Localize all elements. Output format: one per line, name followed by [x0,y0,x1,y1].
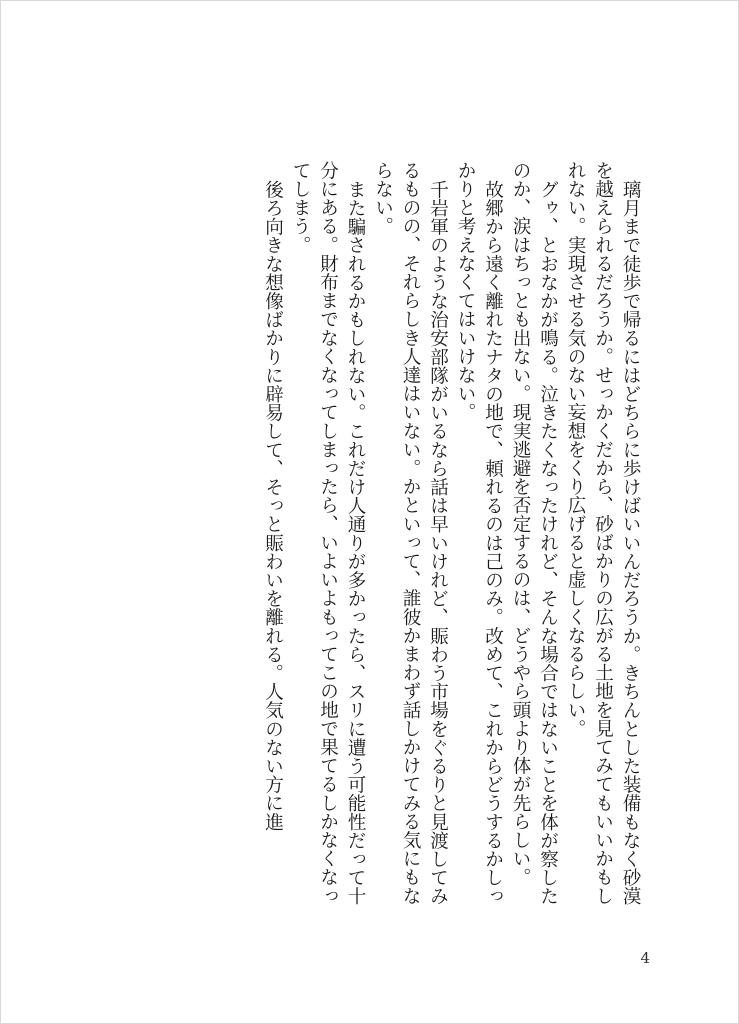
paragraph: また騙されるかもしれない。これだけ人通りが多かったら、スリに遭う可能性だって十分にある。財布までなくなってしまったら、いよいよもってこの地で果てるしかなくなってしまう。 [290,161,366,905]
paragraph: 千岩軍のような治安部隊がいるなら話は早いけれど、賑わう市場をぐるりと見渡してみるものの、それらしき人達はいない。かといって、誰彼かまわず話しかけてみる気にもならない。 [372,161,449,905]
paragraph: 故郷から遠く離れたナタの地で、頼れるのは己のみ。改めて、これからどうするかしっかりと考えなくてはいけない。 [455,161,504,905]
vertical-text-body [259,161,644,911]
paragraph: グゥ、とおなかが鳴る。泣きたくなったけれど、そんな場合ではないことを体が察したのか、涙はちっとも出ない。現実逃避を否定するのは、どうやら頭より体が先らしい。 [510,161,559,905]
page-number: 4 [640,949,650,967]
paragraph: 後ろ向きな想像ばかりに辟易して、そっと賑わいを離れる。人気のない方に進 [262,179,284,831]
paragraph: 璃月まで徒歩で帰るにはどちらに歩けばいいんだろうか。きちんとした装備もなく砂漠を越えられるだろうか。せっかくだから、砂ばかりの広がる土地を見てみてもいいかもしれない。実現させる気のない妄想をくり広げると虚しくなるらしい。 [565,161,641,905]
